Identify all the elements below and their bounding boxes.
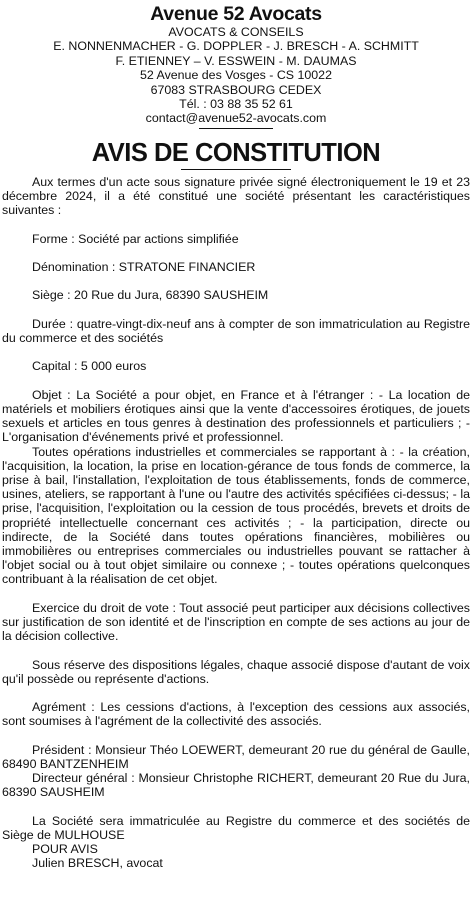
duree-paragraph: Durée : quatre-vingt-dix-neuf ans à compter de son immatriculation au Registre du commerce et des sociétés (2, 316, 470, 346)
notice-title: AVIS DE CONSTITUTION (91, 138, 381, 167)
signature-line: Julien BRESCH, avocat (32, 856, 163, 871)
siege-paragraph: Siège : 20 Rue du Jura, 68390 SAUSHEIM (32, 288, 269, 303)
header-divider (199, 128, 273, 129)
title-divider (181, 169, 291, 170)
partners-line-2: F. ETIENNEY – V. ESSWEIN - M. DAUMAS (115, 53, 357, 68)
address-line-2: 67083 STRASBOURG CEDEX (150, 82, 322, 97)
agrement-paragraph: Agrément : Les cessions d'actions, à l'exception des cessions aux associés, sont soumises à l'agrément de la collectivité des associés. (2, 700, 470, 729)
pour-avis-label: POUR AVIS (32, 842, 98, 857)
denomination-paragraph: Dénomination : STRATONE FINANCIER (32, 260, 256, 275)
objet-paragraph: Objet : La Société a pour objet, en France et à l'étranger : - La location de matériels et mobiliers érotiques ainsi que la vente d'accessoires érotiques, de jouets sexuels et articles en tous genres à destination des professionnels et particuliers ; - L'organisation d'événements privé et professionnel. (2, 387, 470, 445)
immatriculation-paragraph: La Société sera immatriculée au Registre du commerce et des sociétés de Siège de MULHOUSE (2, 813, 470, 843)
law-firm-header (2, 3, 470, 129)
intro-paragraph: Aux termes d'un acte sous signature privée signé électroniquement le 19 et 23 décembre 2024, il a été constitué une société présentant les caractéristiques suivantes : (2, 174, 470, 218)
operations-paragraph: Toutes opérations industrielles et commerciales se rapportant à : - la création, l'acquisition, la location, la prise en location-gérance de tous fonds de commerce, la prise à bail, l'installation, l'exploitation de tous établissements, fonds de commerce, usines, ateliers, se rapportant à l'une ou l'autre des activités spécifiées ci-dessus; - la prise, l'acquisition, l'exploitation ou la cession de tous procédés, brevets et droits de propriété intellectuelle concernant ces activités ; - la participation, directe ou indirecte, de la Société dans toutes opérations financières, mobilières ou immobilières ou entreprises commerciales ou industrielles pouvant se rattacher à l'objet social ou à tout objet similaire ou connexe ; - toutes opérations quelconques contribuant à la réalisation de cet objet. (2, 444, 470, 587)
email-address[interactable]: contact@avenue52-avocats.com (145, 111, 327, 126)
legal-notice-page (0, 3, 473, 899)
partners-line-1: E. NONNENMACHER - G. DOPPLER - J. BRESCH - A. SCHMITT (53, 39, 419, 54)
forme-paragraph: Forme : Société par actions simplifiée (32, 231, 239, 246)
vote-paragraph: Exercice du droit de vote : Tout associé peut participer aux décisions collectives sur justification de son identité et de l'inscription en compte de ses actions au jour de la décision collective. (2, 600, 470, 644)
phone-number: Tél. : 03 88 35 52 61 (179, 97, 293, 112)
president-paragraph: Président : Monsieur Théo LOEWERT, demeurant 20 rue du général de Gaulle, 68490 BANTZENHEIM (2, 742, 470, 772)
directeur-paragraph: Directeur général : Monsieur Christophe RICHERT, demeurant 20 Rue du Jura, 68390 SAUSHEIM (2, 771, 470, 800)
firm-name: Avenue 52 Avocats (150, 3, 322, 25)
capital-paragraph: Capital : 5 000 euros (32, 359, 147, 374)
address-line-1: 52 Avenue des Vosges - CS 10022 (140, 68, 332, 83)
voix-paragraph: Sous réserve des dispositions légales, chaque associé dispose d'autant de voix qu'il possède ou représente d'actions. (2, 657, 470, 686)
firm-subtitle: AVOCATS & CONSEILS (168, 25, 304, 39)
